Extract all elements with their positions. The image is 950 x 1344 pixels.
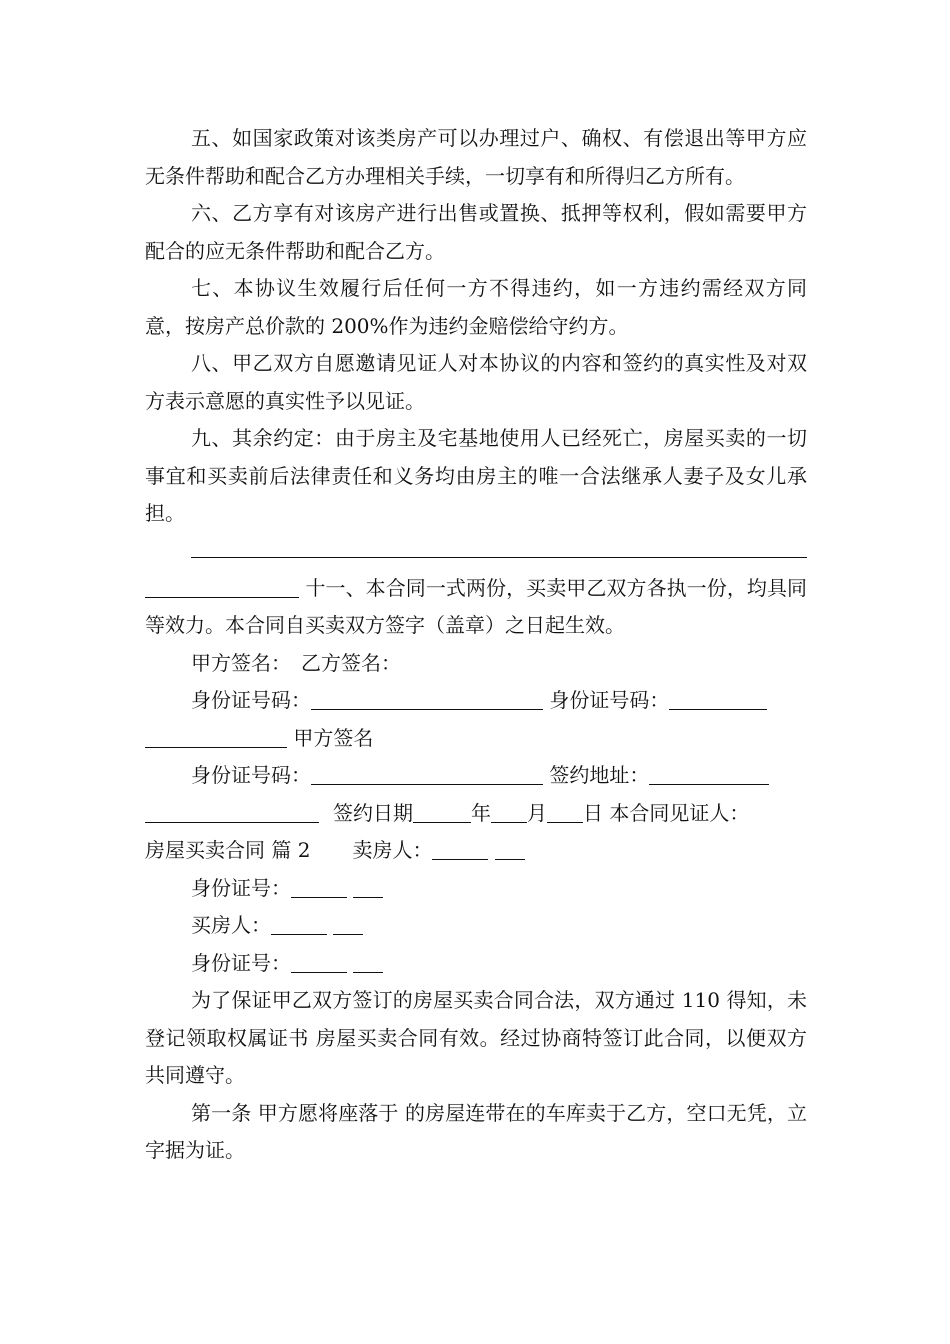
contract-title: 房屋买卖合同 篇 2 — [145, 838, 311, 862]
buyer-id-field — [291, 952, 347, 973]
clause-11: 十一、本合同一式两份，买卖甲乙双方各执一份，均具同等效力。本合同自买卖双方签字（盖章）之日起生效。 — [145, 575, 808, 637]
buyer-id-label: 身份证号： — [191, 950, 291, 975]
clause-9: 九、其余约定：由于房主及宅基地使用人已经死亡，房屋买卖的一切事宜和买卖前后法律责任和义务均由房主的唯一合法继承人妻子及女儿承担。 — [145, 426, 807, 525]
clause-8: 八、甲乙双方自愿邀请见证人对本协议的内容和签约的真实性及对双方表示意愿的真实性予以见证。 — [145, 351, 807, 413]
sign-date-label: 签约日期 — [333, 800, 413, 825]
preamble: 为了保证甲乙双方签订的房屋买卖合同合法，双方通过 110 得知，未登记领取权属证书 房屋买卖合同有效。经过协商特签订此合同，以便双方共同遵守。 — [145, 988, 807, 1087]
month-field — [491, 802, 527, 823]
buyer-field — [271, 914, 327, 935]
seller-label: 卖房人： — [352, 838, 433, 862]
buyer-label: 买房人： — [191, 913, 271, 937]
party-a-signature-label: 甲方签名： — [191, 650, 291, 675]
party-a-id-field — [311, 689, 543, 710]
party-a-sign-row — [145, 720, 807, 758]
party-b-id-field — [669, 689, 767, 710]
clause-5: 五、如国家政策对该类房产可以办理过户、确权、有偿退出等甲方应无条件帮助和配合乙方办理相关手续，一切享有和所得归乙方所有。 — [145, 126, 807, 188]
seller-id-field — [291, 877, 347, 898]
id-number-row-2 — [145, 757, 807, 795]
signature-row — [145, 645, 807, 683]
party-a-id-label: 身份证号码： — [191, 688, 311, 712]
day-label: 日 — [583, 800, 603, 825]
year-label: 年 — [471, 800, 491, 825]
month-label: 月 — [527, 800, 547, 825]
article-1: 第一条 甲方愿将座落于 的房屋连带在的车库卖于乙方，空口无凭，立字据为证。 — [145, 1100, 807, 1162]
party-b-signature-label: 乙方签名： — [301, 650, 401, 675]
seller-field — [432, 839, 488, 860]
id-number-field — [311, 764, 543, 785]
sign-date-row — [145, 795, 807, 833]
buyer-row — [145, 907, 807, 945]
sign-address-label: 签约地址： — [549, 763, 650, 787]
buyer-id-field-2 — [353, 952, 383, 973]
year-field — [413, 802, 471, 823]
day-field — [547, 802, 583, 823]
seller-field-2 — [495, 839, 525, 860]
document-body — [145, 120, 807, 1170]
clause-11-line — [145, 570, 807, 645]
party-b-id-label: 身份证号码： — [549, 688, 670, 712]
witness-label: 本合同见证人： — [609, 800, 750, 825]
party-b-id-field-cont — [145, 727, 287, 748]
seller-id-row — [145, 870, 807, 908]
seller-id-label: 身份证号： — [191, 875, 291, 900]
buyer-id-row — [145, 945, 807, 983]
id-number-label: 身份证号码： — [191, 763, 311, 787]
seller-id-field-2 — [353, 877, 383, 898]
clause-7: 七、本协议生效履行后任何一方不得违约，如一方违约需经双方同意，按房产总价款的 200%作为违约金赔偿给守约方。 — [145, 276, 807, 338]
party-a-sign-label: 甲方签名 — [293, 725, 374, 750]
sign-address-field — [649, 764, 769, 785]
blank-field — [145, 577, 299, 598]
contract-title-row — [145, 832, 807, 870]
sign-address-field-cont — [145, 802, 319, 823]
blank-line — [191, 557, 807, 558]
buyer-field-2 — [333, 914, 363, 935]
clause-6: 六、乙方享有对该房产进行出售或置换、抵押等权利，假如需要甲方配合的应无条件帮助和配合乙方。 — [145, 201, 807, 263]
id-number-row-1 — [145, 682, 807, 720]
